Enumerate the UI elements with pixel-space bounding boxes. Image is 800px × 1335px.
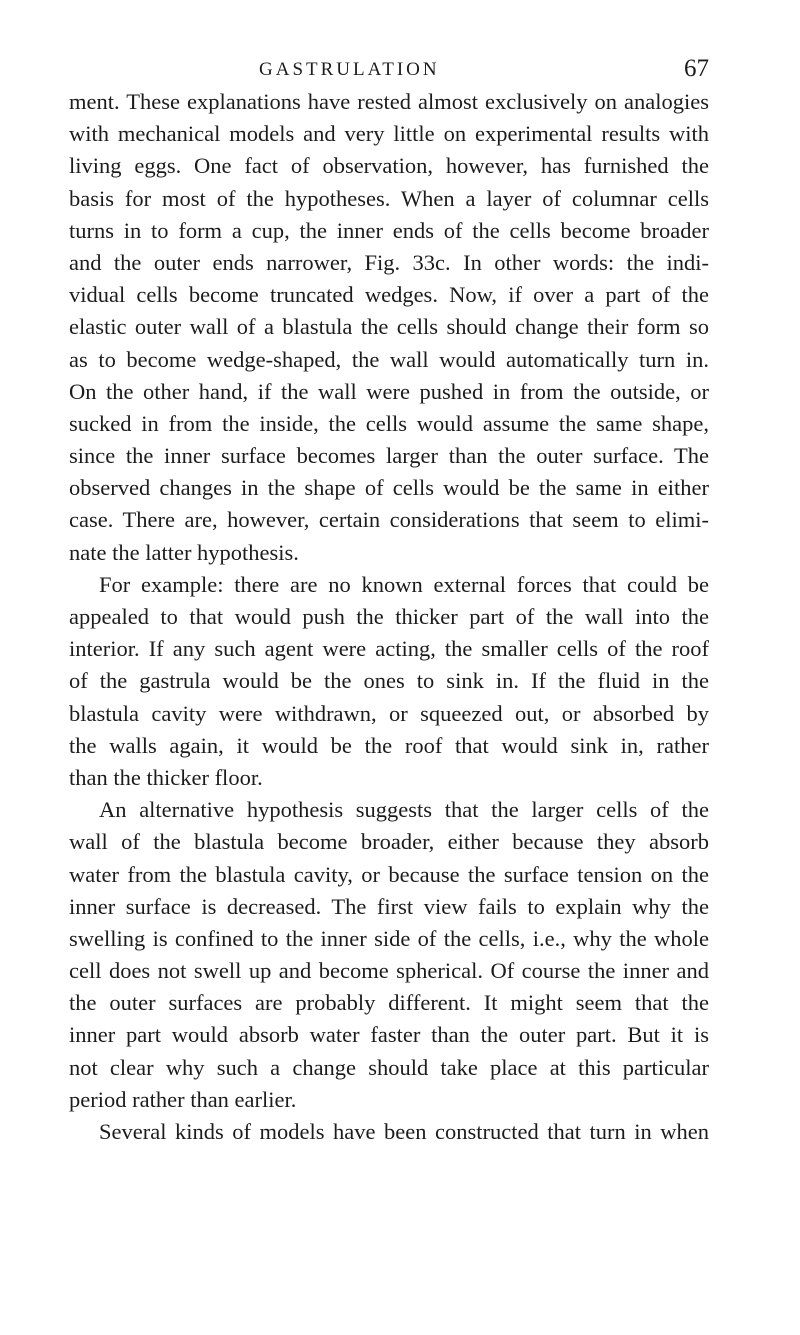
text-line: water from the blastula cavity, or because the surface tension on the bbox=[69, 861, 709, 887]
text-line: the walls again, it would be the roof that would sink in, rather bbox=[69, 732, 709, 758]
text-line: nate the latter hypothesis. bbox=[69, 539, 299, 565]
text-line: turns in to form a cup, the inner ends of the cells become broader bbox=[69, 217, 709, 243]
text-line: not clear why such a change should take place at this particular bbox=[69, 1054, 709, 1080]
text-line: Several kinds of models have been constructed that turn in when bbox=[99, 1119, 709, 1144]
running-head bbox=[69, 0, 709, 88]
text-line: appealed to that would push the thicker part of the wall into the bbox=[69, 604, 709, 629]
text-line: as to become wedge-shaped, the wall would automatically turn in. bbox=[69, 346, 709, 372]
body-text bbox=[69, 86, 709, 1148]
text-line: the outer surfaces are probably different. It might seem that the bbox=[69, 990, 709, 1016]
text-line: cell does not swell up and become spherical. Of course the inner and bbox=[69, 958, 709, 984]
text-line: of the gastrula would be the ones to sink in. If the fluid in the bbox=[69, 668, 709, 694]
text-line: observed changes in the shape of cells would be the same in either bbox=[69, 475, 709, 501]
text-line: since the inner surface becomes larger than the outer surface. The bbox=[69, 443, 709, 469]
text-line: basis for most of the hypotheses. When a layer of columnar cells bbox=[69, 185, 709, 211]
text-line: ment. These explanations have rested almost exclusively on analogies bbox=[69, 89, 709, 114]
text-line: An alternative hypothesis suggests that the larger cells of the bbox=[99, 797, 709, 823]
text-line: blastula cavity were withdrawn, or squeezed out, or absorbed by bbox=[69, 700, 709, 726]
running-title: GASTRULATION bbox=[259, 59, 440, 80]
text-line: period rather than earlier. bbox=[69, 1086, 297, 1112]
text-line: inner part would absorb water faster than the outer part. But it is bbox=[69, 1022, 709, 1048]
text-line: swelling is confined to the inner side of the cells, i.e., why the whole bbox=[69, 925, 709, 951]
text-line: inner surface is decreased. The first view fails to explain why the bbox=[69, 893, 709, 919]
page-number: 67 bbox=[684, 55, 709, 82]
text-line: interior. If any such agent were acting, the smaller cells of the roof bbox=[69, 636, 709, 662]
text-line: living eggs. One fact of observation, however, has furnished the bbox=[69, 153, 709, 179]
text-line: with mechanical models and very little on experimental results with bbox=[69, 121, 709, 147]
text-line: On the other hand, if the wall were pushed in from the outside, or bbox=[69, 378, 709, 404]
text-line: vidual cells become truncated wedges. Now, if over a part of the bbox=[69, 282, 709, 308]
text-line: wall of the blastula become broader, either because they absorb bbox=[69, 829, 709, 855]
book-page bbox=[69, 0, 709, 1150]
text-line: than the thicker floor. bbox=[69, 764, 263, 790]
text-line: and the outer ends narrower, Fig. 33c. In other words: the indi- bbox=[69, 249, 709, 275]
text-line: sucked in from the inside, the cells would assume the same shape, bbox=[69, 410, 709, 436]
text-line: For example: there are no known external forces that could be bbox=[99, 571, 709, 597]
text-line: elastic outer wall of a blastula the cells should change their form so bbox=[69, 314, 709, 340]
text-line: case. There are, however, certain considerations that seem to elimi- bbox=[69, 507, 709, 533]
